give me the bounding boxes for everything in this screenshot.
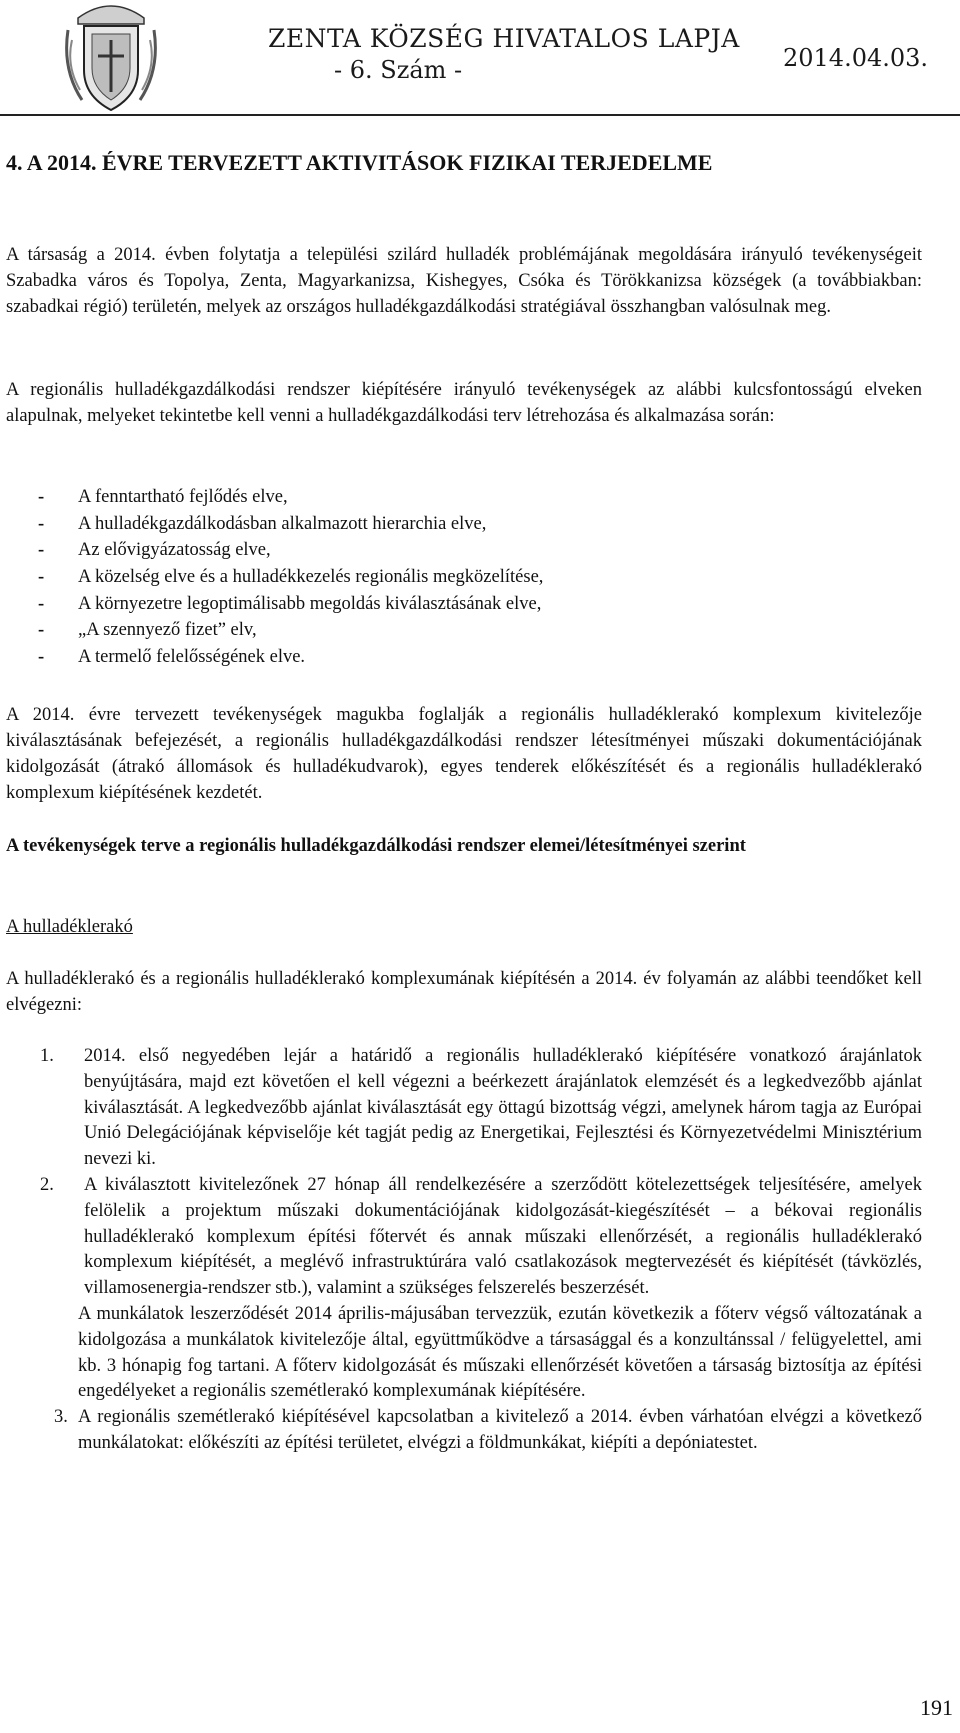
- paragraph-intro: A társaság a 2014. évben folytatja a települési szilárd hulladék problémájának megoldására irányuló tevékenységeit Szabadka város és Topolya, Zenta, Magyarkanizsa, Kishegyes, Csóka és Törökkanizsa községek (a továbbiakban: szabadkai régió) területén, melyek az országos hulladékgazdálkodási stratégiával összhangban valósulnak meg.: [6, 245, 922, 317]
- list-item: [38, 564, 838, 591]
- subsection-heading: A tevékenységek terve a regionális hulladékgazdálkodási rendszer elemei/létesítményei szerint: [6, 836, 746, 856]
- list-item-text: „A szennyező fizet” elv,: [78, 620, 257, 641]
- section-title: 4. A 2014. ÉVRE TERVEZETT AKTIVITÁSOK FIZIKAI TERJEDELME: [6, 150, 713, 175]
- header-divider: [0, 114, 960, 116]
- tasks-list: [0, 1044, 922, 1457]
- page-header: [0, 0, 960, 118]
- list-item: [0, 1173, 922, 1302]
- list-dash: -: [38, 593, 45, 614]
- list-item: [38, 617, 838, 644]
- list-item-text: A közelség elve és a hulladékkezelés regionális megközelítése,: [78, 567, 544, 588]
- issue-date: 2014.04.03.: [783, 44, 929, 72]
- list-item: [0, 1044, 922, 1173]
- paragraph-principles-intro: A regionális hulladékgazdálkodási rendszer kiépítésére irányuló tevékenységek az alábbi kulcsfontosságú elveken alapulnak, melyeket tekintetbe kell venni a hulladékgazdálkodási terv létrehozása és alkalmazása során:: [6, 380, 922, 426]
- issue-number: - 6. Szám -: [334, 56, 463, 84]
- landfill-subheading: A hulladéklerakó: [6, 917, 133, 937]
- gazette-title: ZENTA KÖZSÉG HIVATALOS LAPJA: [268, 24, 740, 53]
- list-dash: -: [38, 647, 45, 668]
- list-item: [0, 1405, 922, 1457]
- list-number: 2.: [40, 1174, 54, 1195]
- list-number: 3.: [54, 1407, 68, 1428]
- list-item-text: 2014. első negyedében lejár a határidő a regionális hulladéklerakó kiépítésére vonatkozó árajánlatok benyújtására, majd ezt követően el kell végezni a beérkezett árajánlatok elemzését és a legkedvezőbb ajánlat kiválasztását. A legkedvezőbb ajánlat kiválasztását egy öttagú bizottság végzi, amelynek három tagja az Európai Unió Delegációjának képviselője két tagját pedig az Energetikai, Fejlesztési és Környezetvédelmi Minisztérium nevezi ki.: [84, 1046, 922, 1170]
- paragraph-contracting: A munkálatok leszerződését 2014 április-májusában tervezzük, ezután következik a főterv végső változatának a kidolgozása a munkálatok kivitelezője által, együttműködve a társasággal és a konzultánssal / felügyelettel, ami kb. 3 hónapig fog tartani. A főterv kidolgozását és műszaki ellenőrzését követően a társaság biztosítja az építési engedélyeket a regionális szemétlerakó komplexumának kiépítésére.: [78, 1303, 922, 1402]
- list-dash: -: [38, 620, 45, 641]
- list-dash: -: [38, 567, 45, 588]
- list-item-text: A fenntartható fejlődés elve,: [78, 487, 288, 507]
- list-item-text: A környezetre legoptimálisabb megoldás kiválasztásának elve,: [78, 593, 542, 614]
- interlude-item: [0, 1302, 922, 1405]
- list-item-text: Az elővigyázatosság elve,: [78, 540, 271, 561]
- list-item: [38, 484, 838, 511]
- list-dash: -: [38, 513, 45, 534]
- principles-list: [38, 484, 838, 671]
- page-number: 191: [920, 1695, 953, 1720]
- list-dash: -: [38, 487, 45, 507]
- list-item: [38, 644, 838, 671]
- list-dash: -: [38, 540, 45, 561]
- list-item: [38, 511, 838, 538]
- list-item-text: A hulladékgazdálkodásban alkalmazott hierarchia elve,: [78, 513, 487, 534]
- paragraph-plans-2014: A 2014. évre tervezett tevékenységek magukba foglalják a regionális hulladéklerakó komplexum kivitelezője kiválasztásának befejezését, a regionális hulladékgazdálkodási rendszer létesítményei műszaki dokumentációjának kidolgozását (átrakó állomások és hulladékudvarok), egyes tenderek előkészítését és a regionális hulladéklerakó komplexum kiépítésének kezdetét.: [6, 705, 922, 803]
- list-item-text: A termelő felelősségének elve.: [78, 647, 306, 668]
- list-number: 1.: [40, 1046, 54, 1066]
- paragraph-landfill-tasks: A hulladéklerakó és a regionális hulladéklerakó komplexumának kiépítésén a 2014. év folyamán az alábbi teendőket kell elvégezni:: [6, 969, 922, 1015]
- list-item: [38, 591, 838, 618]
- list-item-text: A regionális szemétlerakó kiépítésével kapcsolatban a kivitelező a 2014. évben várhatóan elvégzi a következő munkálatokat: előkészíti az építési területet, elvégzi a földmunkákat, kiépíti a depóniatestet.: [78, 1407, 922, 1453]
- list-item-text: A kiválasztott kivitelezőnek 27 hónap áll rendelkezésére a szerződött kötelezettségek teljesítésére, amelyek felölelik a projektum műszaki dokumentációjának kidolgozását-kiegészítését – a békovai regionális hulladéklerakó komplexum építési főtervét és annak műszaki ellenőrzését, a regionális hulladéklerakó komplexum kiépítését, a meglévő infrastruktúrára való csatlakozások megtervezését és kiépítését (távközlés, villamosenergia-rendszer stb.), valamint a szükséges felszerelés beszerzését.: [84, 1174, 922, 1299]
- coat-of-arms-icon: [58, 0, 164, 116]
- list-item: [38, 537, 838, 564]
